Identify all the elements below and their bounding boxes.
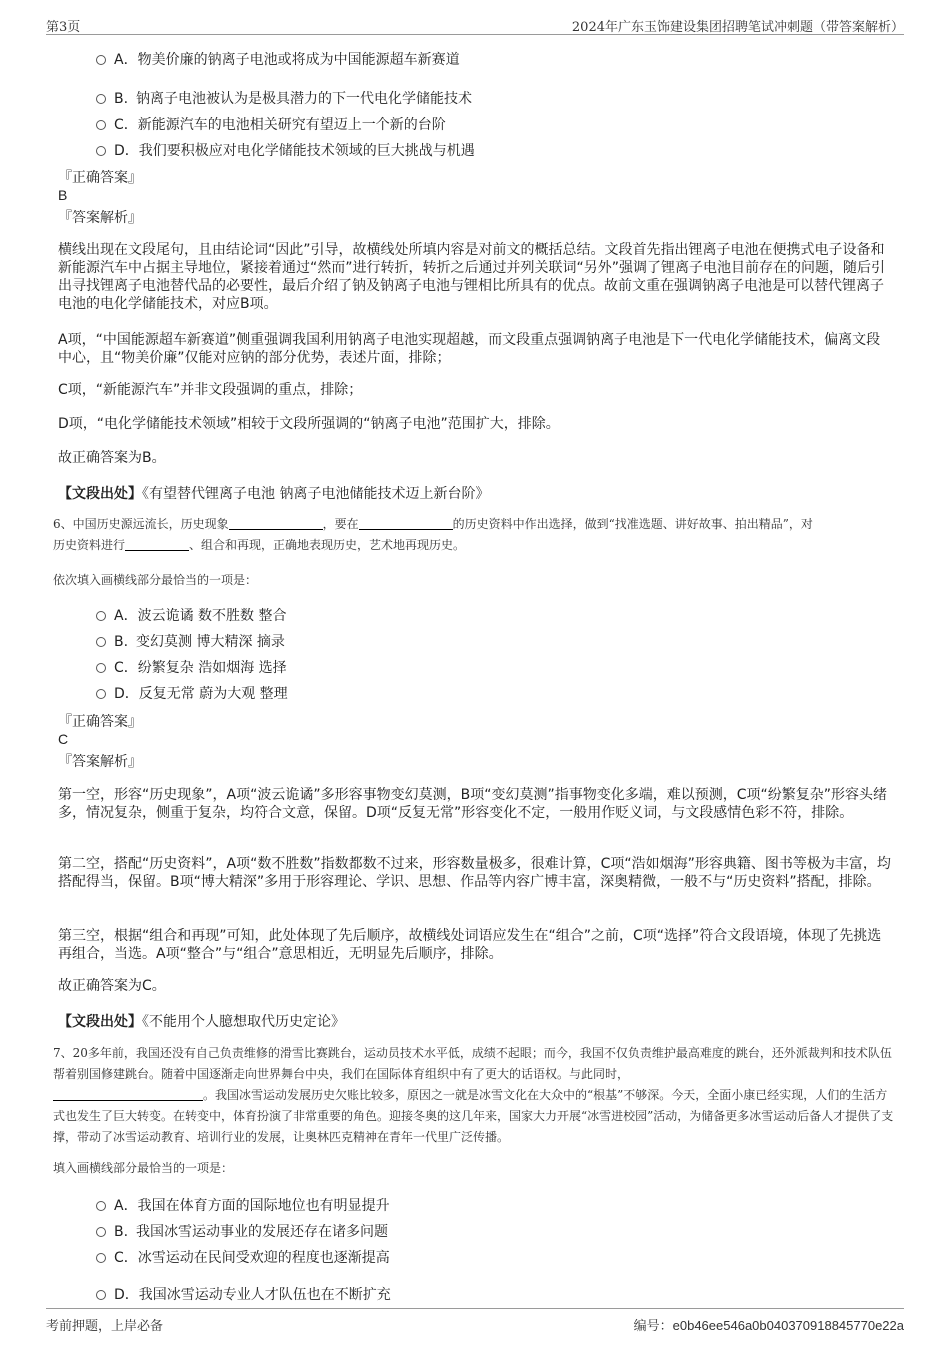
- blank-3: [125, 537, 189, 551]
- radio-icon[interactable]: [96, 1227, 106, 1237]
- option-letter: A．: [114, 1198, 138, 1214]
- q6-prompt: 依次填入画横线部分最恰当的一项是：: [53, 573, 258, 587]
- option-text: 物美价廉的钠离子电池或将成为中国能源超车新赛道: [137, 52, 460, 68]
- option-letter: B.: [114, 1224, 129, 1240]
- q5-option-a[interactable]: [96, 49, 460, 69]
- q7-option-d[interactable]: [96, 1284, 391, 1304]
- option-letter: A．: [114, 608, 138, 624]
- q5-analysis-para-5: 故正确答案为B。: [58, 450, 166, 466]
- source-label: 【文段出处】: [58, 486, 142, 502]
- q5-option-c[interactable]: [96, 114, 446, 134]
- option-text: 波云诡谲 数不胜数 整合: [137, 608, 287, 624]
- blank-1: [53, 1087, 203, 1101]
- q7-stem: [53, 1043, 896, 1148]
- radio-icon[interactable]: [96, 637, 106, 647]
- q6-stem-part: 的历史资料中作出选择，做到“找准选题、讲好故事、拍出精品”，对: [452, 517, 813, 531]
- option-letter: B.: [114, 91, 129, 107]
- q5-analysis-label: 『答案解析』: [58, 210, 142, 226]
- q5-source: [58, 483, 489, 503]
- q6-stem-part: 6、中国历史源远流长，历史现象: [53, 517, 229, 531]
- option-text: 我们要积极应对电化学储能技术领域的巨大挑战与机遇: [138, 143, 475, 159]
- page-number: 第3页: [46, 20, 81, 35]
- page-header: [46, 14, 904, 35]
- document-id: [634, 1315, 904, 1334]
- q6-analysis-para-4: 故正确答案为C。: [58, 978, 166, 994]
- option-text: 纷繁复杂 浩如烟海 选择: [137, 660, 287, 676]
- q5-answer: B: [58, 187, 68, 203]
- blank-2: [359, 516, 453, 530]
- q6-option-d[interactable]: [96, 683, 288, 703]
- option-text: 钠离子电池被认为是极具潜力的下一代电化学储能技术: [136, 91, 472, 107]
- radio-icon[interactable]: [96, 1253, 106, 1263]
- source-title: 《不能用个人臆想取代历史定论》: [142, 1014, 345, 1030]
- radio-icon[interactable]: [96, 611, 106, 621]
- blank-1: [229, 516, 323, 530]
- option-letter: C．: [114, 660, 138, 676]
- q5-analysis-para-4: D项，“电化学储能技术领域”相较于文段所强调的“钠离子电池”范围扩大，排除。: [58, 416, 560, 432]
- q6-source: [58, 1011, 345, 1031]
- q5-option-b[interactable]: [96, 88, 472, 108]
- option-letter: B.: [114, 634, 129, 650]
- q5-analysis-para-2: A项，“中国能源超车新赛道”侧重强调我国利用钠离子电池实现超越，而文段重点强调钠离子电池是下一代电化学储能技术，偏离文段中心，且“物美价廉”仅能对应钠的部分优势，表述片面，排除；: [58, 332, 881, 366]
- q6-analysis-para-2: 第二空，搭配“历史资料”，A项“数不胜数”指数都数不过来，形容数量极多，很难计算，C项“浩如烟海”形容典籍、图书等极为丰富，均搭配得当，保留。B项“博大精深”多用于形容理论、学识、思想、作品等内容广博丰富，深奥精微，一般不与“历史资料”搭配，排除。: [58, 856, 891, 890]
- page-footer: [46, 1308, 904, 1335]
- q6-stem: [53, 514, 896, 556]
- q6-answer: C: [58, 731, 69, 747]
- q6-analysis-label: 『答案解析』: [58, 754, 142, 770]
- radio-icon[interactable]: [96, 689, 106, 699]
- option-letter: C．: [114, 1250, 138, 1266]
- q6-stem-part: 、组合和再现，正确地表现历史，艺术地再现历史。: [189, 538, 466, 552]
- q7-option-a[interactable]: [96, 1195, 390, 1215]
- q6-stem-part: 历史资料进行: [53, 538, 126, 552]
- q5-answer-label: 『正确答案』: [58, 170, 142, 186]
- q6-option-c[interactable]: [96, 657, 287, 677]
- option-text: 反复无常 蔚为大观 整理: [138, 686, 288, 702]
- q6-option-a[interactable]: [96, 605, 286, 625]
- option-letter: A．: [114, 52, 138, 68]
- option-letter: D．: [114, 686, 139, 702]
- radio-icon[interactable]: [96, 1201, 106, 1211]
- option-letter: C．: [114, 117, 138, 133]
- document-id-label: 编号：: [633, 1319, 673, 1334]
- q7-stem-part: 7、20多年前，我国还没有自己负责维修的滑雪比赛跳台，运动员技术水平低，成绩不起眼；而今，我国不仅负责维护最高难度的跳台，还外派裁判和技术队伍帮着别国修建跳台。随着中国逐渐走向世界舞台中央，我们在国际体育组织中有了更大的话语权。与此同时，: [53, 1046, 892, 1081]
- option-text: 冰雪运动在民间受欢迎的程度也逐渐提高: [137, 1250, 390, 1266]
- source-title: 《有望替代锂离子电池 钠离子电池储能技术迈上新台阶》: [142, 486, 490, 502]
- q7-option-b[interactable]: [96, 1221, 388, 1241]
- radio-icon[interactable]: [96, 146, 106, 156]
- option-letter: D．: [114, 1287, 139, 1303]
- q7-stem-part: 。我国冰雪运动发展历史欠账比较多，原因之一就是冰雪文化在大众中的“根基”不够深。今天，全面小康已经实现，人们的生活方式也发生了巨大转变。在转变中，体育扮演了非常重要的角色。迎接冬奥的这几年来，国家大力开展“冰雪进校园”活动，为储备更多冰雪运动后备人才提供了支撑，带动了冰雪运动教育、培训行业的发展，让奥林匹克精神在青年一代里广泛传播。: [53, 1088, 894, 1144]
- q5-analysis-para-3: C项，“新能源汽车”并非文段强调的重点，排除；: [58, 382, 363, 398]
- document-title: 2024年广东玉饰建设集团招聘笔试冲刺题（带答案解析）: [571, 20, 904, 35]
- q6-stem-part: ，要在: [322, 517, 359, 531]
- q7-prompt: 填入画横线部分最恰当的一项是：: [53, 1161, 234, 1175]
- option-text: 我国冰雪运动专业人才队伍也在不断扩充: [138, 1287, 391, 1303]
- radio-icon[interactable]: [96, 55, 106, 65]
- q6-analysis-para-3: 第三空，根据“组合和再现”可知，此处体现了先后顺序，故横线处词语应发生在“组合”之前，C项“选择”符合文段语境，体现了先挑选再组合，当选。A项“整合”与“组合”意思相近，无明显先后顺序，排除。: [58, 928, 882, 962]
- radio-icon[interactable]: [96, 663, 106, 673]
- radio-icon[interactable]: [96, 1290, 106, 1300]
- option-text: 新能源汽车的电池相关研究有望迈上一个新的台阶: [137, 117, 446, 133]
- q6-analysis-para-1: 第一空，形容“历史现象”，A项“波云诡谲”多形容事物变幻莫测，B项“变幻莫测”指事物变化多端，难以预测，C项“纷繁复杂”形容头绪多，情况复杂，侧重于复杂，均符合文意，保留。D项“反复无常”形容变化不定，一般用作贬义词，与文段感情色彩不符，排除。: [58, 787, 887, 821]
- option-text: 变幻莫测 博大精深 摘录: [136, 634, 285, 650]
- q6-option-b[interactable]: [96, 631, 285, 651]
- radio-icon[interactable]: [96, 120, 106, 130]
- option-letter: D．: [114, 143, 139, 159]
- source-label: 【文段出处】: [58, 1014, 142, 1030]
- q5-analysis-para-1: 横线出现在文段尾句，且由结论词“因此”引导，故横线处所填内容是对前文的概括总结。文段首先指出锂离子电池在便携式电子设备和新能源汽车中占据主导地位，紧接着通过“然而”进行转折，转折之后通过并列关联词“另外”强调了锂离子电池目前存在的问题，随后引出寻找锂离子电池替代品的必要性，最后介绍了钠及钠离子电池与锂相比所具有的优点。故前文重在强调钠离子电池是可以替代锂离子电池的电化学储能技术，对应B项。: [58, 242, 886, 312]
- q7-option-c[interactable]: [96, 1247, 390, 1267]
- q6-answer-label: 『正确答案』: [58, 714, 142, 730]
- document-id-code: e0b46ee546a0b040370918845770e22a: [672, 1318, 904, 1333]
- option-text: 我国冰雪运动事业的发展还存在诸多问题: [136, 1224, 388, 1240]
- q5-option-d[interactable]: [96, 140, 475, 160]
- radio-icon[interactable]: [96, 94, 106, 104]
- option-text: 我国在体育方面的国际地位也有明显提升: [137, 1198, 390, 1214]
- footer-slogan: 考前押题，上岸必备: [46, 1319, 164, 1334]
